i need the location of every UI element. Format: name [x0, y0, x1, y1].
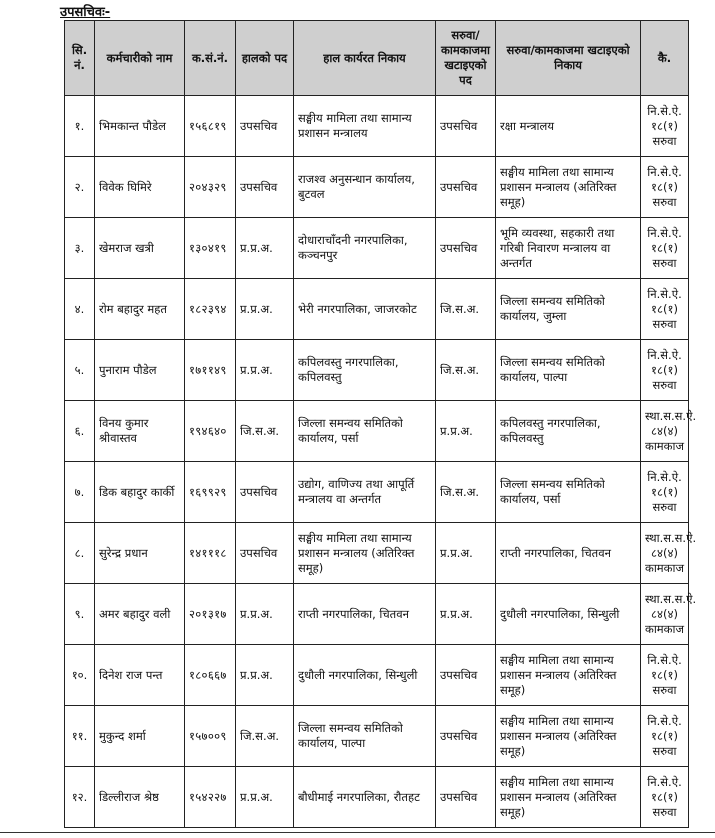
- cell-post: प्र.प्र.अ.: [236, 279, 294, 340]
- cell-new-office: रक्षा मन्त्रालय: [496, 96, 641, 157]
- cell-name: दिनेश राज पन्त: [95, 645, 185, 706]
- cell-sn: १०.: [65, 645, 95, 706]
- cell-ksn: १६९९२९: [185, 462, 236, 523]
- ref-line: १८(१): [651, 789, 678, 804]
- cell-post: प्र.प्र.अ.: [236, 645, 294, 706]
- cell-office: भेरी नगरपालिका, जाजरकोट: [294, 279, 436, 340]
- cell-ksn: १८२३९४: [185, 279, 236, 340]
- cell-new-post: उपसचिव: [436, 96, 496, 157]
- cell-ref: [641, 462, 689, 523]
- table-row: [65, 523, 689, 584]
- cell-new-post: प्र.प्र.अ.: [436, 401, 496, 462]
- ref-line: सरुवा: [652, 804, 677, 819]
- ref-line: १८(१): [651, 362, 678, 377]
- cell-new-post: उपसचिव: [436, 218, 496, 279]
- cell-office: कपिलवस्तु नगरपालिका, कपिलवस्तु: [294, 340, 436, 401]
- ref-line: नि.से.ऐ.: [647, 103, 682, 118]
- table-body: [65, 96, 697, 828]
- header-row: [65, 21, 689, 96]
- table-row: [65, 645, 689, 706]
- ref-line: नि.से.ऐ.: [647, 652, 682, 667]
- header-new-office: सरुवा/कामकाजमा खटाइएको निकाय: [496, 21, 641, 96]
- ref-line: ८४(४): [651, 423, 678, 438]
- cell-new-office: दुधौली नगरपालिका, सिन्धुली: [496, 584, 641, 645]
- cell-new-office: सङ्घीय मामिला तथा सामान्य प्रशासन मन्त्रालय (अतिरिक्त समूह): [496, 645, 641, 706]
- cell-new-office: सङ्घीय मामिला तथा सामान्य प्रशासन मन्त्रालय (अतिरिक्त समूह): [496, 157, 641, 218]
- header-new-post: सरुवा/ कामकाजमा खटाइएको पद: [436, 21, 496, 96]
- cell-new-post: जि.स.अ.: [436, 340, 496, 401]
- cell-ksn: १९४६४०: [185, 401, 236, 462]
- ref-line: ८४(४): [651, 545, 678, 560]
- ref-line: १८(१): [651, 667, 678, 682]
- cell-name: विवेक घिमिरे: [95, 157, 185, 218]
- cell-ref: [641, 767, 689, 828]
- cell-sn: ३.: [65, 218, 95, 279]
- ref-line: कामकाज: [645, 621, 685, 636]
- cell-name: पुनाराम पौडेल: [95, 340, 185, 401]
- cell-new-office: जिल्ला समन्वय समितिको कार्यालय, जुम्ला: [496, 279, 641, 340]
- ref-line: नि.से.ऐ.: [647, 469, 682, 484]
- cell-new-office: जिल्ला समन्वय समितिको कार्यालय, पर्सा: [496, 462, 641, 523]
- ref-line: नि.से.ऐ.: [647, 713, 682, 728]
- cell-post: जि.स.अ.: [236, 401, 294, 462]
- cell-sn: १.: [65, 96, 95, 157]
- cell-ref: [641, 523, 697, 584]
- cell-sn: ११.: [65, 706, 95, 767]
- cell-post: उपसचिव: [236, 96, 294, 157]
- cell-name: अमर बहादुर वली: [95, 584, 185, 645]
- ref-line: १८(१): [651, 240, 678, 255]
- cell-name: डिक बहादुर कार्की: [95, 462, 185, 523]
- transfer-table: [64, 20, 697, 828]
- cell-office: बौधीमाई नगरपालिका, रौतहट: [294, 767, 436, 828]
- ref-line: सरुवा: [652, 377, 677, 392]
- cell-ksn: १५४२२७: [185, 767, 236, 828]
- cell-sn: ४.: [65, 279, 95, 340]
- cell-sn: ६.: [65, 401, 95, 462]
- cell-ksn: १४१११८: [185, 523, 236, 584]
- section-title: उपसचिवः-: [60, 5, 111, 20]
- ref-line: १८(१): [651, 728, 678, 743]
- cell-post: उपसचिव: [236, 523, 294, 584]
- cell-ref: [641, 157, 689, 218]
- cell-new-post: उपसचिव: [436, 157, 496, 218]
- ref-line: ८४(४): [651, 606, 678, 621]
- cell-new-office: जिल्ला समन्वय समितिको कार्यालय, पाल्पा: [496, 340, 641, 401]
- cell-name: भिमकान्त पौडेल: [95, 96, 185, 157]
- header-name: कर्मचारीको नाम: [95, 21, 185, 96]
- cell-ksn: १५७००९: [185, 706, 236, 767]
- table-row: [65, 279, 689, 340]
- table-row: [65, 462, 689, 523]
- cell-office: जिल्ला समन्वय समितिको कार्यालय, पाल्पा: [294, 706, 436, 767]
- cell-ksn: १८०६६७: [185, 645, 236, 706]
- cell-post: प्र.प्र.अ.: [236, 767, 294, 828]
- bottom-divider: [0, 832, 715, 833]
- cell-new-post: उपसचिव: [436, 767, 496, 828]
- cell-office: राजश्व अनुसन्धान कार्यालय, बुटवल: [294, 157, 436, 218]
- cell-sn: ५.: [65, 340, 95, 401]
- cell-ref: [641, 96, 689, 157]
- cell-ksn: २०४३२९: [185, 157, 236, 218]
- cell-ref: [641, 645, 689, 706]
- header-ksn: क.सं.नं.: [185, 21, 236, 96]
- cell-sn: ७.: [65, 462, 95, 523]
- ref-line: सरुवा: [652, 743, 677, 758]
- cell-ref: [641, 340, 689, 401]
- cell-name: सुरेन्द्र प्रधान: [95, 523, 185, 584]
- table-row: [65, 401, 689, 462]
- cell-ksn: १५६८१९: [185, 96, 236, 157]
- cell-office: सङ्घीय मामिला तथा सामान्य प्रशासन मन्त्रालय: [294, 96, 436, 157]
- cell-post: उपसचिव: [236, 157, 294, 218]
- cell-sn: १२.: [65, 767, 95, 828]
- cell-name: खेमराज खत्री: [95, 218, 185, 279]
- table-row: [65, 96, 689, 157]
- table-row: [65, 584, 689, 645]
- cell-ksn: १३०४१९: [185, 218, 236, 279]
- ref-line: सरुवा: [652, 682, 677, 697]
- ref-line: स्था.स.स.ऐ.: [645, 591, 697, 606]
- ref-line: नि.से.ऐ.: [647, 774, 682, 789]
- cell-new-post: प्र.प्र.अ.: [436, 584, 496, 645]
- cell-new-office: सङ्घीय मामिला तथा सामान्य प्रशासन मन्त्रालय (अतिरिक्त समूह): [496, 706, 641, 767]
- cell-post: उपसचिव: [236, 462, 294, 523]
- cell-office: जिल्ला समन्वय समितिको कार्यालय, पर्सा: [294, 401, 436, 462]
- ref-line: सरुवा: [652, 316, 677, 331]
- ref-line: सरुवा: [652, 499, 677, 514]
- ref-line: सरुवा: [652, 194, 677, 209]
- cell-office: उद्योग, वाणिज्य तथा आपूर्ति मन्त्रालय वा अन्तर्गत: [294, 462, 436, 523]
- cell-new-office: कपिलवस्तु नगरपालिका, कपिलवस्तु: [496, 401, 641, 462]
- ref-line: कामकाज: [645, 560, 685, 575]
- ref-line: नि.से.ऐ.: [647, 225, 682, 240]
- ref-line: नि.से.ऐ.: [647, 347, 682, 362]
- ref-line: १८(१): [651, 179, 678, 194]
- ref-line: १८(१): [651, 301, 678, 316]
- table-row: [65, 706, 689, 767]
- cell-office: दुधौली नगरपालिका, सिन्धुली: [294, 645, 436, 706]
- table-row: [65, 157, 689, 218]
- table-row: [65, 767, 689, 828]
- header-sn: सि. नं.: [65, 21, 95, 96]
- cell-sn: ९.: [65, 584, 95, 645]
- cell-new-office: राप्ती नगरपालिका, चितवन: [496, 523, 641, 584]
- cell-new-post: प्र.प्र.अ.: [436, 523, 496, 584]
- table-row: [65, 340, 689, 401]
- cell-post: प्र.प्र.अ.: [236, 584, 294, 645]
- cell-name: रोम बहादुर महत: [95, 279, 185, 340]
- cell-post: प्र.प्र.अ.: [236, 340, 294, 401]
- cell-new-post: जि.स.अ.: [436, 279, 496, 340]
- cell-name: मुकुन्द शर्मा: [95, 706, 185, 767]
- ref-line: नि.से.ऐ.: [647, 164, 682, 179]
- ref-line: स्था.स.स.ऐ.: [645, 408, 697, 423]
- cell-name: विनय कुमार श्रीवास्तव: [95, 401, 185, 462]
- cell-post: प्र.प्र.अ.: [236, 218, 294, 279]
- ref-line: सरुवा: [652, 255, 677, 270]
- cell-ref: [641, 218, 689, 279]
- cell-office: सङ्घीय मामिला तथा सामान्य प्रशासन मन्त्रालय (अतिरिक्त समूह): [294, 523, 436, 584]
- cell-new-post: उपसचिव: [436, 645, 496, 706]
- cell-name: डिल्लीराज श्रेष्ठ: [95, 767, 185, 828]
- ref-line: स्था.स.स.ऐ.: [645, 530, 697, 545]
- ref-line: कामकाज: [645, 438, 685, 453]
- cell-ref: [641, 706, 689, 767]
- ref-line: सरुवा: [652, 133, 677, 148]
- header-post: हालको पद: [236, 21, 294, 96]
- cell-new-office: भूमि व्यवस्था, सहकारी तथा गरिबी निवारण मन्त्रालय वा अन्तर्गत: [496, 218, 641, 279]
- cell-office: दोधाराचाँदनी नगरपालिका, कञ्चनपुर: [294, 218, 436, 279]
- ref-line: १८(१): [651, 484, 678, 499]
- cell-new-post: जि.स.अ.: [436, 462, 496, 523]
- cell-ksn: १७११४९: [185, 340, 236, 401]
- cell-sn: ८.: [65, 523, 95, 584]
- header-office: हाल कार्यरत निकाय: [294, 21, 436, 96]
- cell-new-office: सङ्घीय मामिला तथा सामान्य प्रशासन मन्त्रालय (अतिरिक्त समूह): [496, 767, 641, 828]
- cell-ref: [641, 584, 697, 645]
- cell-sn: २.: [65, 157, 95, 218]
- cell-office: राप्ती नगरपालिका, चितवन: [294, 584, 436, 645]
- cell-ksn: २०१३१७: [185, 584, 236, 645]
- cell-ref: [641, 401, 697, 462]
- table-row: [65, 218, 689, 279]
- cell-new-post: उपसचिव: [436, 706, 496, 767]
- ref-line: १८(१): [651, 118, 678, 133]
- header-ref: कै.: [641, 21, 689, 96]
- cell-ref: [641, 279, 689, 340]
- ref-line: नि.से.ऐ.: [647, 286, 682, 301]
- cell-post: जि.स.अ.: [236, 706, 294, 767]
